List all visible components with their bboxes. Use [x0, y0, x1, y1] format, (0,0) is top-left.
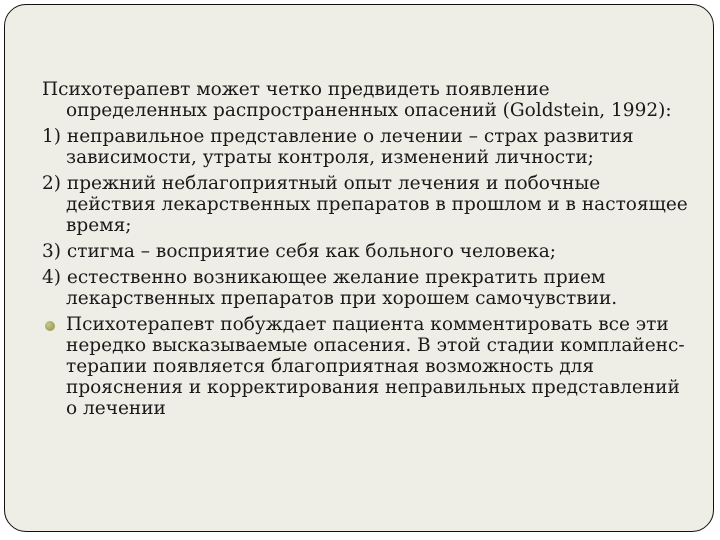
- bullet-text: Психотерапевт побуждает пациента комментировать все эти нередко высказываемые опасения. В этой стадии комплайенс-терапии появляется благоприятная возможность для прояснения и корректирования неправильных представлений о лечении: [66, 314, 685, 419]
- list-item-3: 3) стигма – восприятие себя как больного человека;: [42, 241, 556, 262]
- slide-body: [42, 79, 692, 419]
- round-bullet-icon: [45, 321, 55, 331]
- list-item-2: 2) прежний неблагоприятный опыт лечения и побочные действия лекарственных препаратов в прошлом и в настоящее время;: [42, 173, 688, 236]
- list-item-4: 4) естественно возникающее желание прекратить прием лекарственных препаратов при хорошем самочувствии.: [42, 267, 618, 309]
- bullet-paragraph: [42, 314, 692, 419]
- intro-paragraph: Психотерапевт может четко предвидеть появление определенных распространенных опасений (Goldstein, 1992):: [42, 79, 672, 121]
- list-item-1: 1) неправильное представление о лечении – страх развития зависимости, утраты контроля, изменений личности;: [42, 126, 634, 168]
